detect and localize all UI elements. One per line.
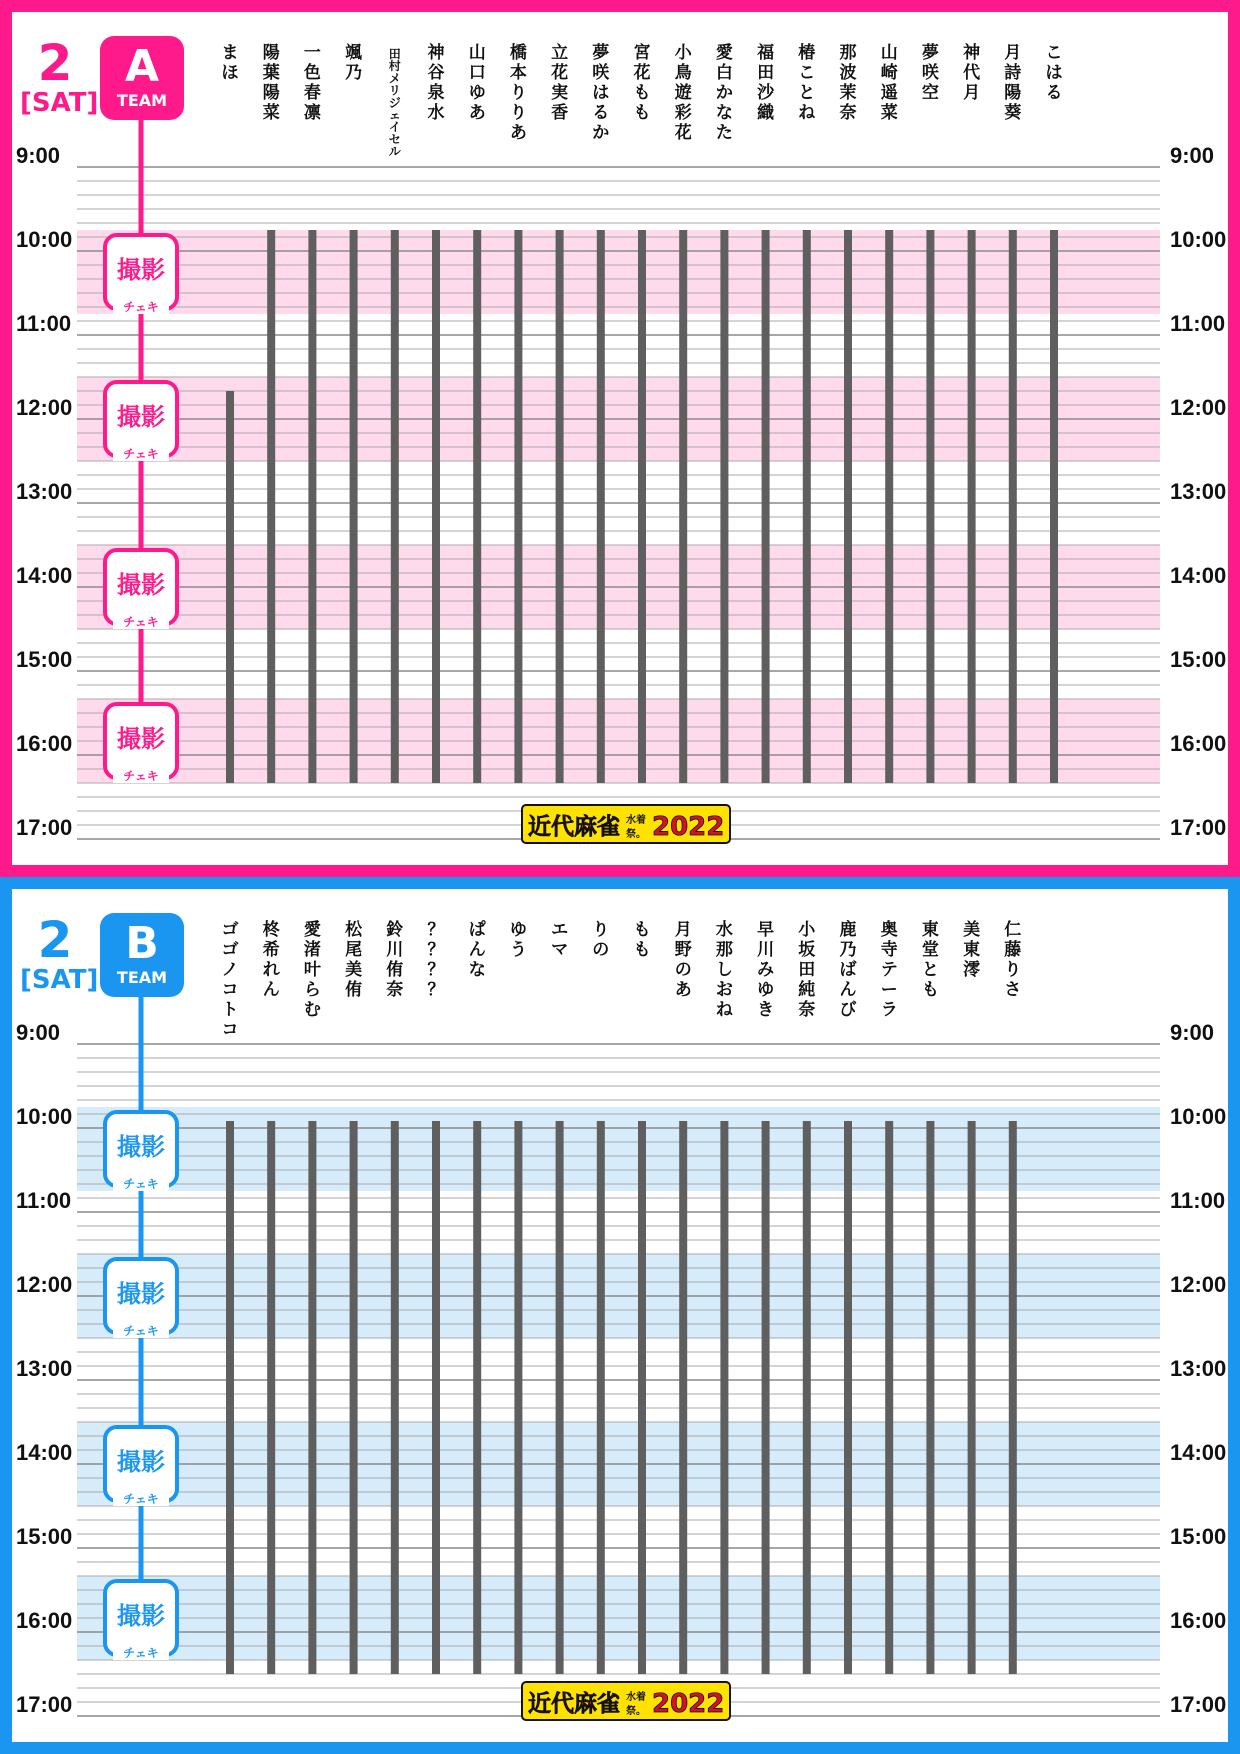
member-name: 仁藤りさ bbox=[1004, 920, 1022, 1000]
member-name: こはる bbox=[1045, 43, 1063, 103]
time-label-left: 11:00 bbox=[16, 311, 72, 336]
member-name: ゴゴノコトコ bbox=[221, 920, 239, 1040]
member-name: 山口ゆあ bbox=[468, 43, 486, 123]
time-label-right: 14:00 bbox=[1170, 563, 1227, 588]
session-title: 撮影 bbox=[117, 1448, 165, 1476]
member-availability-bar bbox=[267, 1121, 275, 1674]
member-name: エマ bbox=[551, 920, 569, 960]
member-availability-bar bbox=[226, 391, 234, 783]
member-name: 小坂田純奈 bbox=[798, 920, 816, 1020]
member-availability-bar bbox=[803, 1121, 811, 1674]
member-availability-bar bbox=[638, 230, 646, 783]
session-subtitle: チェキ bbox=[123, 615, 159, 629]
session-band bbox=[77, 230, 1160, 314]
session-title: 撮影 bbox=[117, 256, 165, 284]
session-subtitle: チェキ bbox=[123, 1646, 159, 1660]
member-availability-bar bbox=[432, 230, 440, 783]
member-availability-bar bbox=[803, 230, 811, 783]
time-label-left: 16:00 bbox=[16, 731, 73, 756]
day-number: 2 bbox=[37, 911, 73, 969]
member-name: 月野のあ bbox=[674, 920, 692, 1000]
time-label-right: 13:00 bbox=[1170, 479, 1227, 504]
time-label-right: 13:00 bbox=[1170, 1356, 1227, 1381]
member-name: 立花実香 bbox=[551, 43, 569, 123]
time-label-left: 12:00 bbox=[16, 1272, 73, 1297]
member-availability-bar bbox=[885, 230, 893, 783]
member-availability-bar bbox=[226, 1121, 234, 1674]
member-name: 神谷泉水 bbox=[427, 43, 445, 123]
member-name: 水那しおね bbox=[715, 920, 733, 1020]
member-name: りの bbox=[592, 920, 610, 960]
time-label-left: 12:00 bbox=[16, 395, 73, 420]
member-name: 颯乃 bbox=[345, 43, 363, 83]
member-availability-bar bbox=[391, 230, 399, 783]
member-availability-bar bbox=[926, 230, 934, 783]
session-subtitle: チェキ bbox=[123, 1492, 159, 1506]
member-name: 神代月 bbox=[963, 43, 981, 103]
time-label-left: 10:00 bbox=[16, 1104, 73, 1129]
member-name: 東堂とも bbox=[921, 920, 939, 1000]
member-availability-bar bbox=[391, 1121, 399, 1674]
time-label-right: 14:00 bbox=[1170, 1440, 1227, 1465]
member-availability-bar bbox=[473, 230, 481, 783]
time-label-left: 9:00 bbox=[16, 1020, 61, 1045]
time-label-right: 17:00 bbox=[1170, 1692, 1227, 1717]
logo-main: 近代麻雀 bbox=[528, 814, 620, 840]
time-label-right: 17:00 bbox=[1170, 815, 1227, 840]
session-title: 撮影 bbox=[117, 1133, 165, 1161]
member-name: 陽葉陽菜 bbox=[262, 43, 280, 123]
member-availability-bar bbox=[679, 230, 687, 783]
time-label-left: 13:00 bbox=[16, 1356, 73, 1381]
session-title: 撮影 bbox=[117, 403, 165, 431]
member-name: 愛渚叶らむ bbox=[303, 920, 321, 1020]
member-name: もも bbox=[633, 920, 651, 960]
time-label-left: 15:00 bbox=[16, 1524, 73, 1549]
logo-main: 近代麻雀 bbox=[528, 1691, 620, 1717]
member-availability-bar bbox=[556, 1121, 564, 1674]
member-availability-bar bbox=[638, 1121, 646, 1674]
member-name: ぱんな bbox=[468, 920, 486, 980]
time-label-right: 10:00 bbox=[1170, 227, 1227, 252]
time-label-left: 14:00 bbox=[16, 1440, 73, 1465]
time-label-right: 15:00 bbox=[1170, 1524, 1227, 1549]
member-name: ？？？？ bbox=[427, 920, 445, 1000]
member-availability-bar bbox=[432, 1121, 440, 1674]
time-label-left: 15:00 bbox=[16, 647, 73, 672]
member-name: 早川みゆき bbox=[757, 920, 775, 1020]
team-b-schedule-panel bbox=[0, 877, 1240, 1754]
member-name: 鈴川侑奈 bbox=[386, 920, 404, 1000]
member-availability-bar bbox=[597, 230, 605, 783]
time-label-right: 9:00 bbox=[1170, 1020, 1215, 1045]
member-availability-bar bbox=[679, 1121, 687, 1674]
member-availability-bar bbox=[308, 1121, 316, 1674]
team-word: TEAM bbox=[116, 91, 168, 110]
member-availability-bar bbox=[968, 230, 976, 783]
member-availability-bar bbox=[597, 1121, 605, 1674]
member-name: 夢咲空 bbox=[921, 43, 939, 103]
member-availability-bar bbox=[720, 230, 728, 783]
time-label-right: 11:00 bbox=[1170, 311, 1226, 336]
time-label-right: 16:00 bbox=[1170, 731, 1227, 756]
member-availability-bar bbox=[514, 230, 522, 783]
member-availability-bar bbox=[762, 1121, 770, 1674]
member-availability-bar bbox=[1009, 230, 1017, 783]
time-label-left: 17:00 bbox=[16, 1692, 73, 1717]
member-availability-bar bbox=[762, 230, 770, 783]
time-label-right: 15:00 bbox=[1170, 647, 1227, 672]
time-label-left: 16:00 bbox=[16, 1608, 73, 1633]
member-name: 田村メリジェイセル bbox=[388, 47, 401, 159]
member-availability-bar bbox=[514, 1121, 522, 1674]
member-availability-bar bbox=[267, 230, 275, 783]
logo-year: 2022 bbox=[652, 812, 725, 842]
member-availability-bar bbox=[926, 1121, 934, 1674]
session-subtitle: チェキ bbox=[123, 1324, 159, 1338]
member-name: 美東澪 bbox=[963, 920, 981, 980]
member-availability-bar bbox=[308, 230, 316, 783]
member-name: 宮花もも bbox=[633, 43, 651, 123]
day-of-week: [SAT] bbox=[20, 965, 99, 995]
time-label-left: 17:00 bbox=[16, 815, 73, 840]
member-availability-bar bbox=[1009, 1121, 1017, 1674]
member-name: 夢咲はるか bbox=[592, 43, 610, 143]
member-name: 鹿乃ばんび bbox=[839, 920, 857, 1020]
member-name: 福田沙織 bbox=[757, 43, 775, 123]
time-label-right: 10:00 bbox=[1170, 1104, 1227, 1129]
session-title: 撮影 bbox=[117, 571, 165, 599]
session-subtitle: チェキ bbox=[123, 769, 159, 783]
member-name: 小鳥遊彩花 bbox=[674, 43, 692, 143]
member-name: 月詩陽葵 bbox=[1004, 43, 1022, 123]
timetable bbox=[12, 12, 1228, 865]
time-label-left: 13:00 bbox=[16, 479, 73, 504]
member-name: 橋本りりあ bbox=[509, 43, 527, 143]
logo-tag-bottom: 祭。 bbox=[626, 829, 646, 840]
time-label-left: 11:00 bbox=[16, 1188, 72, 1213]
day-of-week: [SAT] bbox=[20, 88, 99, 118]
member-availability-bar bbox=[844, 230, 852, 783]
session-title: 撮影 bbox=[117, 1602, 165, 1630]
member-availability-bar bbox=[473, 1121, 481, 1674]
team-word: TEAM bbox=[116, 968, 168, 987]
logo-tag-top: 水着 bbox=[626, 815, 646, 826]
logo-year: 2022 bbox=[652, 1689, 725, 1719]
member-name: 柊希れん bbox=[262, 920, 280, 1000]
day-number: 2 bbox=[37, 34, 73, 92]
time-label-right: 16:00 bbox=[1170, 1608, 1227, 1633]
time-label-left: 14:00 bbox=[16, 563, 73, 588]
member-availability-bar bbox=[844, 1121, 852, 1674]
time-label-right: 11:00 bbox=[1170, 1188, 1226, 1213]
member-name: ゆう bbox=[509, 920, 527, 960]
member-name: 一色春凛 bbox=[303, 43, 321, 123]
session-subtitle: チェキ bbox=[123, 447, 159, 461]
session-subtitle: チェキ bbox=[123, 1177, 159, 1191]
member-name: 奥寺テーラ bbox=[880, 920, 898, 1020]
session-subtitle: チェキ bbox=[123, 300, 159, 314]
member-availability-bar bbox=[350, 230, 358, 783]
member-name: 山崎遥菜 bbox=[880, 43, 898, 123]
time-label-right: 12:00 bbox=[1170, 1272, 1227, 1297]
logo-tag-bottom: 祭。 bbox=[626, 1706, 646, 1717]
member-name: 愛白かなた bbox=[715, 43, 733, 143]
time-label-left: 10:00 bbox=[16, 227, 73, 252]
member-availability-bar bbox=[556, 230, 564, 783]
member-availability-bar bbox=[350, 1121, 358, 1674]
time-label-left: 9:00 bbox=[16, 143, 61, 168]
team-letter: B bbox=[125, 918, 159, 969]
member-name: 松尾美侑 bbox=[345, 920, 363, 1000]
member-availability-bar bbox=[968, 1121, 976, 1674]
session-title: 撮影 bbox=[117, 1280, 165, 1308]
time-label-right: 9:00 bbox=[1170, 143, 1215, 168]
session-title: 撮影 bbox=[117, 725, 165, 753]
member-availability-bar bbox=[1050, 230, 1058, 783]
logo-tag-top: 水着 bbox=[626, 1692, 646, 1703]
member-availability-bar bbox=[885, 1121, 893, 1674]
time-label-right: 12:00 bbox=[1170, 395, 1227, 420]
session-band bbox=[77, 1107, 1160, 1191]
timetable bbox=[12, 889, 1228, 1742]
member-availability-bar bbox=[720, 1121, 728, 1674]
team-letter: A bbox=[124, 41, 160, 92]
member-name: 椿ことね bbox=[798, 43, 816, 123]
member-name: 那波茉奈 bbox=[839, 43, 857, 123]
member-name: まほ bbox=[221, 43, 239, 83]
